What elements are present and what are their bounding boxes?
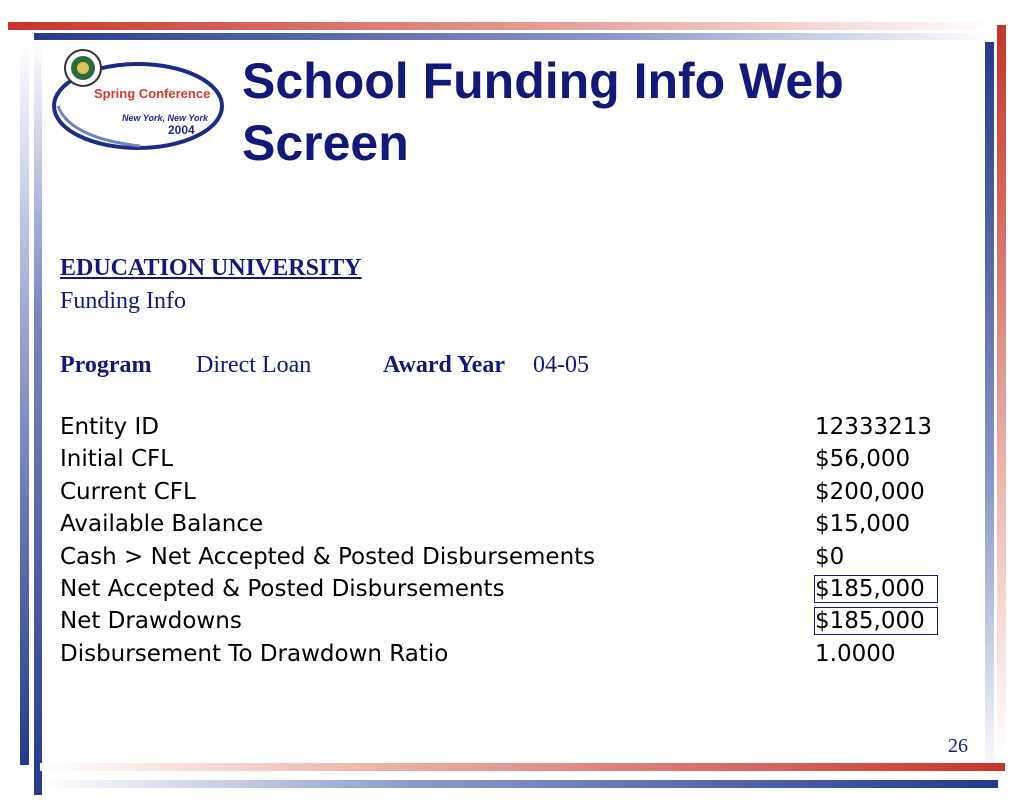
row-label: Initial CFL bbox=[60, 446, 174, 473]
row-value-highlighted: $185,000 bbox=[815, 608, 937, 634]
frame-top-red-bar bbox=[8, 22, 998, 30]
row-value: $0 bbox=[815, 543, 845, 570]
frame-top-blue-bar bbox=[34, 33, 994, 40]
row-value: $15,000 bbox=[815, 511, 911, 538]
page-number: 26 bbox=[948, 735, 968, 757]
slide-title: School Funding Info Web Screen bbox=[242, 53, 844, 171]
funding-row-net-drawdowns bbox=[60, 608, 960, 640]
row-label: Net Accepted & Posted Disbursements bbox=[60, 575, 505, 602]
logo-line3: 2004 bbox=[168, 123, 195, 137]
row-value-highlighted: $185,000 bbox=[815, 576, 937, 602]
row-label: Current CFL bbox=[60, 478, 196, 505]
row-label: Entity ID bbox=[60, 414, 159, 440]
row-label: Available Balance bbox=[60, 511, 264, 538]
funding-info-heading: Funding Info bbox=[60, 288, 186, 314]
funding-row-drawdown-ratio bbox=[60, 641, 960, 673]
frame-bottom-red-bar bbox=[40, 763, 1005, 771]
row-label: Disbursement To Drawdown Ratio bbox=[60, 640, 449, 667]
award-year-value: 04-05 bbox=[533, 352, 589, 378]
frame-left-inner-blue-bar bbox=[34, 40, 42, 795]
row-value: 12333213 bbox=[815, 414, 933, 440]
funding-table bbox=[60, 414, 960, 673]
logo-line1: Spring Conference bbox=[94, 86, 211, 101]
funding-row-net-disbursements bbox=[60, 576, 960, 608]
frame-left-blue-bar bbox=[20, 40, 29, 765]
funding-row-current-cfl bbox=[60, 479, 960, 511]
funding-row-cash-gt-disbursements bbox=[60, 544, 960, 576]
logo-line2: New York, New York bbox=[122, 113, 209, 123]
program-label: Program bbox=[60, 352, 152, 378]
spring-conference-logo bbox=[50, 48, 225, 153]
award-year-label: Award Year bbox=[383, 352, 505, 378]
row-value: $200,000 bbox=[815, 478, 925, 505]
funding-row-entity-id bbox=[60, 414, 960, 446]
funding-row-available-balance bbox=[60, 511, 960, 543]
program-value: Direct Loan bbox=[196, 352, 312, 378]
row-value: 1.0000 bbox=[815, 640, 896, 667]
row-value: $56,000 bbox=[815, 446, 911, 473]
frame-bottom-blue-bar bbox=[42, 780, 998, 788]
row-label: Cash > Net Accepted & Posted Disbursements bbox=[60, 543, 596, 570]
entity-name-link[interactable]: EDUCATION UNIVERSITY bbox=[60, 255, 362, 281]
frame-right-blue-bar bbox=[985, 42, 994, 782]
frame-right-red-bar bbox=[997, 25, 1006, 760]
funding-row-initial-cfl bbox=[60, 446, 960, 478]
row-label: Net Drawdowns bbox=[60, 608, 242, 635]
